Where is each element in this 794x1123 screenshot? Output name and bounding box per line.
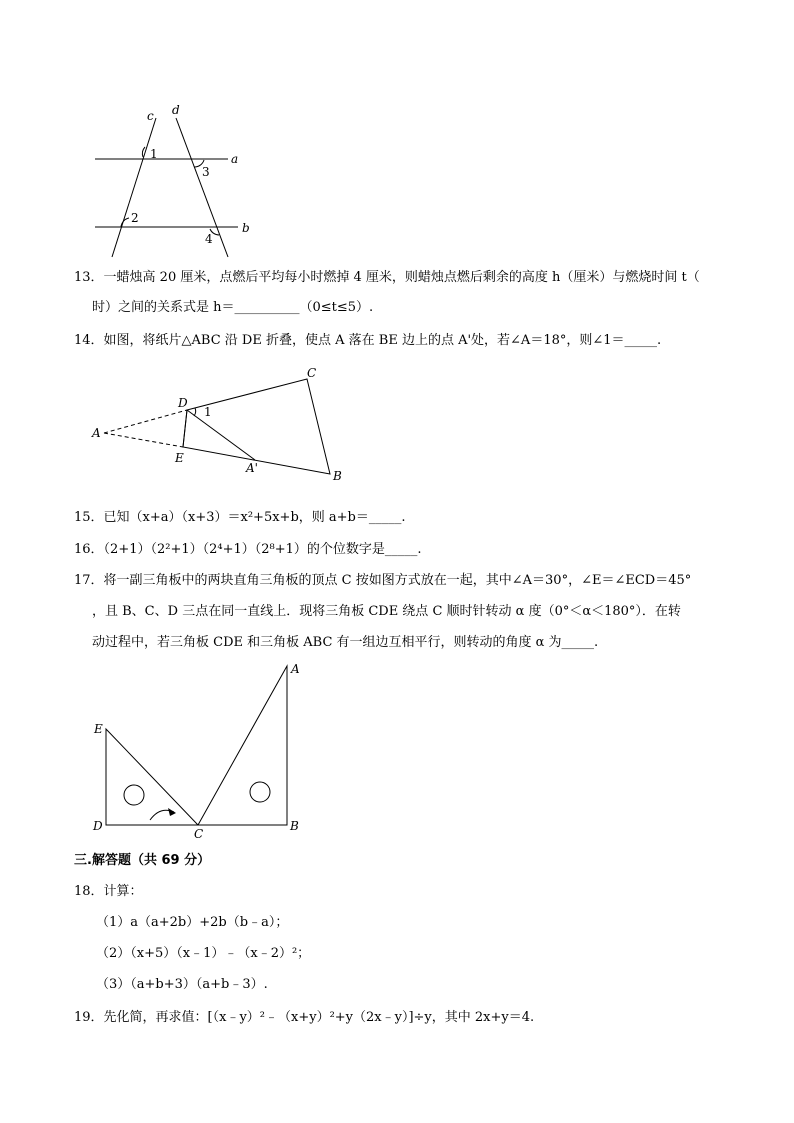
label-d: d bbox=[172, 103, 180, 117]
hole-left bbox=[124, 785, 144, 805]
question-18-part-3: （3）（a+b+3）（a+b﹣3）. bbox=[96, 977, 268, 992]
question-18-part-1: （1）a（a+2b）+2b（b﹣a）； bbox=[96, 915, 289, 930]
question-13-line-1: 13．一蜡烛高 20 厘米，点燃后平均每小时燃掉 4 厘米，则蜡烛点燃后剩余的高度 h（厘米）与燃烧时间 t（ bbox=[74, 270, 700, 285]
label-angle-1: 1 bbox=[150, 147, 158, 161]
question-16: 16．（2+1）（2²+1）（2⁴+1）（2⁸+1）的个位数字是_____. bbox=[74, 542, 422, 557]
question-18-title: 18．计算： bbox=[74, 884, 143, 899]
triangle-EDC bbox=[106, 729, 198, 825]
label-b: b bbox=[242, 221, 250, 235]
label-A-prime: A' bbox=[246, 461, 258, 475]
label-B: B bbox=[333, 469, 342, 483]
question-17-line-2: ，且 B、C、D 三点在同一直线上．现将三角板 CDE 绕点 C 顺时针转动 α 度（0°＜α＜180°）．在转 bbox=[92, 604, 681, 619]
label-B: B bbox=[290, 819, 299, 833]
label-angle-3: 3 bbox=[202, 165, 210, 179]
label-a: a bbox=[231, 152, 239, 166]
question-15: 15．已知（x+a）（x+3）＝x²+5x+b，则 a+b＝_____. bbox=[74, 510, 406, 525]
question-17-line-3: 动过程中，若三角板 CDE 和三角板 ABC 有一组边互相平行，则转动的角度 α 为_____. bbox=[92, 635, 599, 650]
triangle-ACB bbox=[198, 666, 287, 825]
label-C: C bbox=[194, 827, 204, 841]
question-17-line-1: 17．将一副三角板中的两块直角三角板的顶点 C 按如图方式放在一起，其中∠A＝30°，∠E＝∠ECD＝45° bbox=[74, 573, 692, 588]
label-C: C bbox=[307, 366, 317, 380]
question-13-line-2: 时）之间的关系式是 h＝__________（0≤t≤5）. bbox=[92, 300, 374, 315]
label-angle-fig2-1: 1 bbox=[204, 405, 212, 419]
label-E: E bbox=[175, 451, 184, 465]
label-angle-4: 4 bbox=[205, 232, 213, 246]
question-19: 19．先化简，再求值：[（x﹣y）²﹣（x+y）²+y（2x﹣y）]÷y，其中 2x+y＝4. bbox=[74, 1010, 535, 1025]
label-D: D bbox=[178, 396, 188, 410]
section-title: 三.解答题（共 69 分） bbox=[74, 853, 211, 868]
label-A: A bbox=[291, 662, 300, 676]
question-14-line-1: 14．如图，将纸片△ABC 沿 DE 折叠，使点 A 落在 BE 边上的点 A'处，若∠A＝18°，则∠1＝_____. bbox=[74, 333, 662, 348]
rotation-arrow-head bbox=[168, 808, 176, 816]
question-18-part-2: （2）（x+5）（x﹣1）﹣（x﹣2）²； bbox=[96, 946, 311, 961]
label-angle-2: 2 bbox=[131, 211, 139, 225]
hole-right bbox=[250, 782, 270, 802]
label-c: c bbox=[147, 109, 154, 123]
label-D: D bbox=[93, 819, 103, 833]
label-A: A bbox=[92, 426, 101, 440]
label-E: E bbox=[94, 722, 103, 736]
